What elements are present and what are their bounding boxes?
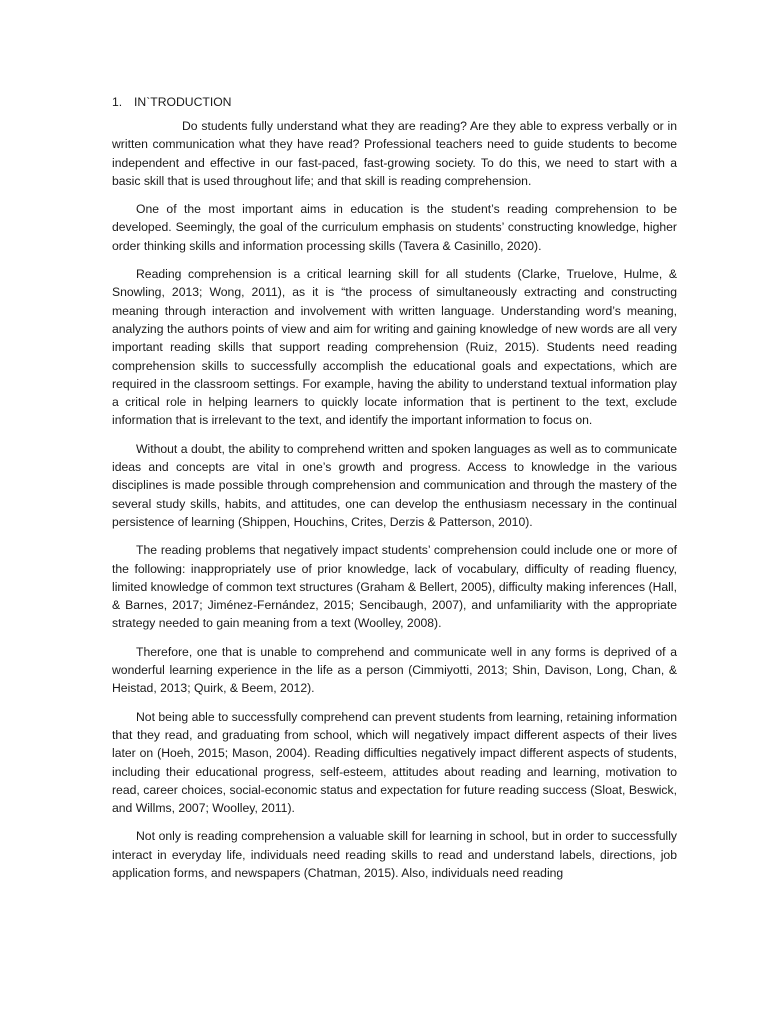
paragraph-4: Without a doubt, the ability to comprehend written and spoken languages as well as to communicate ideas and concepts are vital in one’s growth and progress. Access to knowledge in the various disciplines is made possible through comprehension and communication and through the mastery of the several study skills, habits, and attitudes, one can develop the enthusiasm necessary in the continual persistence of learning (Shippen, Houchins, Crites, Derzis & Patterson, 2010).: [112, 441, 677, 529]
paragraph-6: Therefore, one that is unable to comprehend and communicate well in any forms is deprived of a wonderful learning experience in the life as a person (Cimmiyotti, 2013; Shin, Davison, Long, Chan, & Heistad, 2013; Quirk, & Beem, 2012).: [112, 644, 677, 696]
paragraph-3: Reading comprehension is a critical learning skill for all students (Clarke, Truelove, Hulme, & Snowling, 2013; Wong, 2011), as it is “the process of simultaneously extracting and constructing meaning through interaction and involvement with written language. Understanding word’s meaning, analyzing the authors points of view and aim for writing and gaining knowledge of new words are all very important reading skills that support reading comprehension (Ruiz, 2015). Students need reading comprehension skills to successfully accomplish the educational goals and expectations, which are required in the classroom settings. For example, having the ability to understand textual information play a critical role in helping learners to quickly locate information that is pertinent to the text, exclude information that is irrelevant to the text, and identify the important information to focus on.: [112, 267, 677, 428]
section-heading: [112, 93, 677, 111]
paragraph-2: One of the most important aims in education is the student’s reading comprehension to be developed. Seemingly, the goal of the curriculum emphasis on students’ constructing knowledge, higher order thinking skills and information processing skills (Tavera & Casinillo, 2020).: [112, 202, 677, 253]
paragraph-1: Do students fully understand what they are reading? Are they able to express verbally or in written communication what they have read? Professional teachers need to guide students to become independent and effective in our fast-paced, fast-growing society. To do this, we need to start with a basic skill that is used throughout life; and that skill is reading comprehension.: [112, 119, 677, 188]
document-page: [112, 93, 677, 892]
paragraph-7: Not being able to successfully comprehend can prevent students from learning, retaining information that they read, and graduating from school, which will negatively impact different aspects of their lives later on (Hoeh, 2015; Mason, 2004). Reading difficulties negatively impact different aspects of students, including their educational progress, self-esteem, attitudes about reading and learning, motivation to read, career choices, social-economic status and expectation for future reading success (Sloat, Beswick, and Willms, 2007; Woolley, 2011).: [112, 709, 677, 816]
section-title: IN`TRODUCTION: [134, 95, 232, 109]
paragraph-5: The reading problems that negatively impact students’ comprehension could include one or more of the following: inappropriately use of prior knowledge, lack of vocabulary, difficulty of reading fluency, limited knowledge of common text structures (Graham & Bellert, 2005), difficulty making inferences (Hall, & Barnes, 2017; Jiménez-Fernández, 2015; Sencibaugh, 2007), and unfamiliarity with the appropriate strategy needed to gain meaning from a text (Woolley, 2008).: [112, 543, 677, 631]
section-number: 1.: [112, 95, 123, 109]
paragraph-8: Not only is reading comprehension a valuable skill for learning in school, but in order to successfully interact in everyday life, individuals need reading skills to read and understand labels, directions, job application forms, and newspapers (Chatman, 2015). Also, individuals need reading: [112, 829, 677, 880]
